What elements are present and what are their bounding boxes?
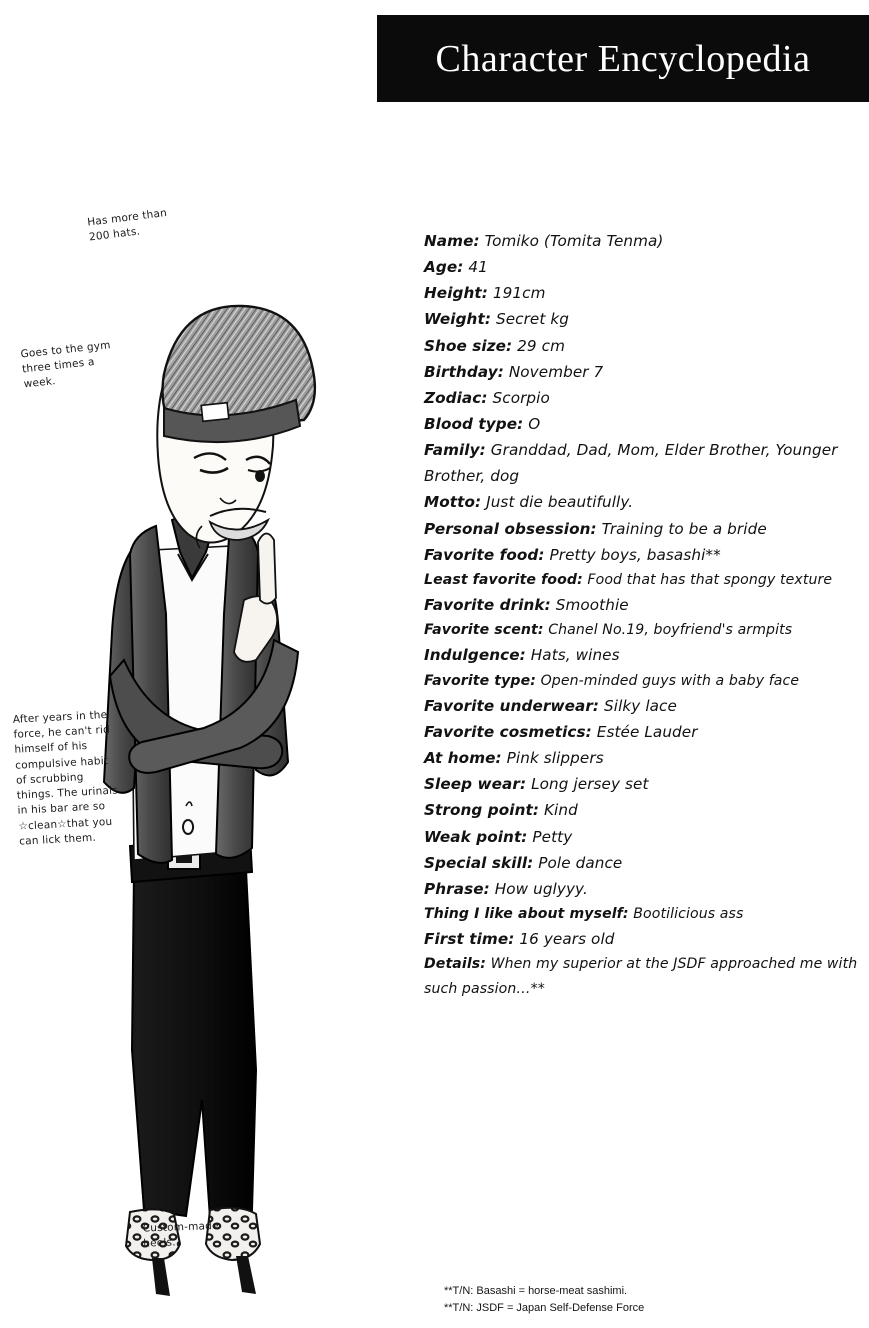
annotation-gym: Goes to the gym three times a week. <box>20 339 112 391</box>
profile-row-label: Height: <box>424 284 488 303</box>
profile-row-value: Food that has that spongy texture <box>587 571 833 588</box>
profile-row-label: Indulgence: <box>424 646 526 665</box>
profile-row-label: Name: <box>424 232 480 250</box>
profile-row-value: 191cm <box>492 284 546 303</box>
profile-row-label: Favorite food: <box>424 545 545 564</box>
profile-row <box>424 876 864 902</box>
profile-row <box>424 542 864 568</box>
profile-row-label: Strong point: <box>424 801 540 820</box>
profile-row <box>424 642 864 668</box>
profile-row <box>424 669 864 693</box>
profile-row-value: Pole dance <box>538 853 623 872</box>
profile-row <box>424 592 864 618</box>
profile-row-label: At home: <box>424 749 502 768</box>
annotation-hats: Has more than 200 hats. <box>86 206 168 244</box>
profile-row <box>424 926 864 952</box>
profile-row-value: Hats, wines <box>530 646 620 665</box>
profile-row <box>424 228 864 254</box>
profile-row-label: First time: <box>424 930 515 949</box>
profile-row <box>424 771 864 797</box>
profile-row <box>424 952 864 1000</box>
profile-row-label: Phrase: <box>424 879 490 898</box>
profile-row-label: Least favorite food: <box>424 571 583 588</box>
profile-row <box>424 254 864 280</box>
profile-row-label: Age: <box>424 258 464 277</box>
profile-row-value: Long jersey set <box>531 775 649 794</box>
profile-row <box>424 359 864 385</box>
profile-row-label: Weight: <box>424 310 492 329</box>
page-header-banner <box>377 15 869 102</box>
profile-row-value: Chanel No.19, boyfriend's armpits <box>548 622 793 639</box>
profile-row-value: How uglyyy. <box>494 879 588 898</box>
profile-row-label: Motto: <box>424 493 482 512</box>
profile-row-value: Training to be a bride <box>601 519 767 538</box>
profile-row-label: Sleep wear: <box>424 775 527 794</box>
character-profile-list <box>424 228 864 1001</box>
profile-row <box>424 719 864 745</box>
profile-row-value: Just die beautifully. <box>486 493 634 512</box>
profile-row-value: O <box>528 414 541 433</box>
profile-row-label: Favorite drink: <box>424 596 551 615</box>
profile-row <box>424 745 864 771</box>
profile-row-value: Granddad, Dad, Mom, Elder Brother, Younger Brother, dog <box>424 441 838 486</box>
beanie-hat <box>163 306 315 442</box>
annotation-scrubbing: After years in the force, he can't rid himself of his compulsive habit of scrubbing things. The urinals in his bar are so ☆clean☆that you can lick them. <box>12 708 119 848</box>
profile-row-label: Birthday: <box>424 362 504 381</box>
profile-row-value: Tomiko (Tomita Tenma) <box>484 232 664 250</box>
translator-footnotes <box>444 1283 864 1317</box>
profile-row-label: Favorite type: <box>424 672 536 689</box>
page-title: Character Encyclopedia <box>435 37 811 80</box>
profile-row-value: Scorpio <box>492 388 550 407</box>
profile-row-value: Smoothie <box>555 596 629 615</box>
profile-row <box>424 333 864 359</box>
profile-row-value: 29 cm <box>517 336 565 355</box>
profile-row-value: Estée Lauder <box>596 722 698 741</box>
profile-row-value: Pretty boys, basashi** <box>549 545 721 564</box>
profile-row <box>424 850 864 876</box>
annotation-heels: Custom-made heels. <box>142 1219 219 1250</box>
profile-row-value: Pink slippers <box>506 749 604 768</box>
profile-row <box>424 489 864 515</box>
footnote-jsdf: **T/N: JSDF = Japan Self-Defense Force <box>444 1302 645 1315</box>
profile-row <box>424 824 864 850</box>
profile-row-value: 16 years old <box>519 930 615 949</box>
profile-row-value: Bootilicious ass <box>633 905 744 922</box>
profile-row <box>424 568 864 592</box>
profile-row-value: Open-minded guys with a baby face <box>540 672 800 689</box>
profile-row-value: Petty <box>532 827 573 846</box>
profile-row-label: Thing I like about myself: <box>424 905 629 922</box>
profile-row-value: November 7 <box>508 362 604 381</box>
character-illustration <box>0 110 400 1310</box>
profile-row <box>424 693 864 719</box>
profile-row-label: Favorite cosmetics: <box>424 722 592 741</box>
profile-row <box>424 385 864 411</box>
profile-row-label: Zodiac: <box>424 388 488 407</box>
profile-row-label: Blood type: <box>424 414 524 433</box>
profile-row-value: Kind <box>544 801 578 820</box>
trousers <box>132 870 256 1218</box>
profile-row <box>424 411 864 437</box>
profile-row-value: 41 <box>468 258 488 277</box>
profile-row-label: Details: <box>424 956 486 973</box>
profile-row-label: Special skill: <box>424 853 534 872</box>
profile-row <box>424 618 864 642</box>
profile-row-value: Secret kg <box>495 310 569 329</box>
profile-row-value: When my superior at the JSDF approached me with such passion…** <box>424 956 858 997</box>
profile-row <box>424 280 864 306</box>
profile-row-label: Personal obsession: <box>424 519 597 538</box>
profile-row-label: Shoe size: <box>424 336 513 355</box>
profile-row <box>424 902 864 926</box>
profile-row-label: Favorite underwear: <box>424 696 600 715</box>
profile-row <box>424 437 864 489</box>
profile-row <box>424 306 864 332</box>
profile-row-value: Silky lace <box>604 696 677 715</box>
profile-row <box>424 516 864 542</box>
footnote-basashi: **T/N: Basashi = horse-meat sashimi. <box>444 1285 628 1297</box>
profile-row <box>424 797 864 823</box>
profile-row-label: Weak point: <box>424 827 528 846</box>
profile-row-label: Family: <box>424 441 486 460</box>
profile-row-label: Favorite scent: <box>424 622 544 639</box>
